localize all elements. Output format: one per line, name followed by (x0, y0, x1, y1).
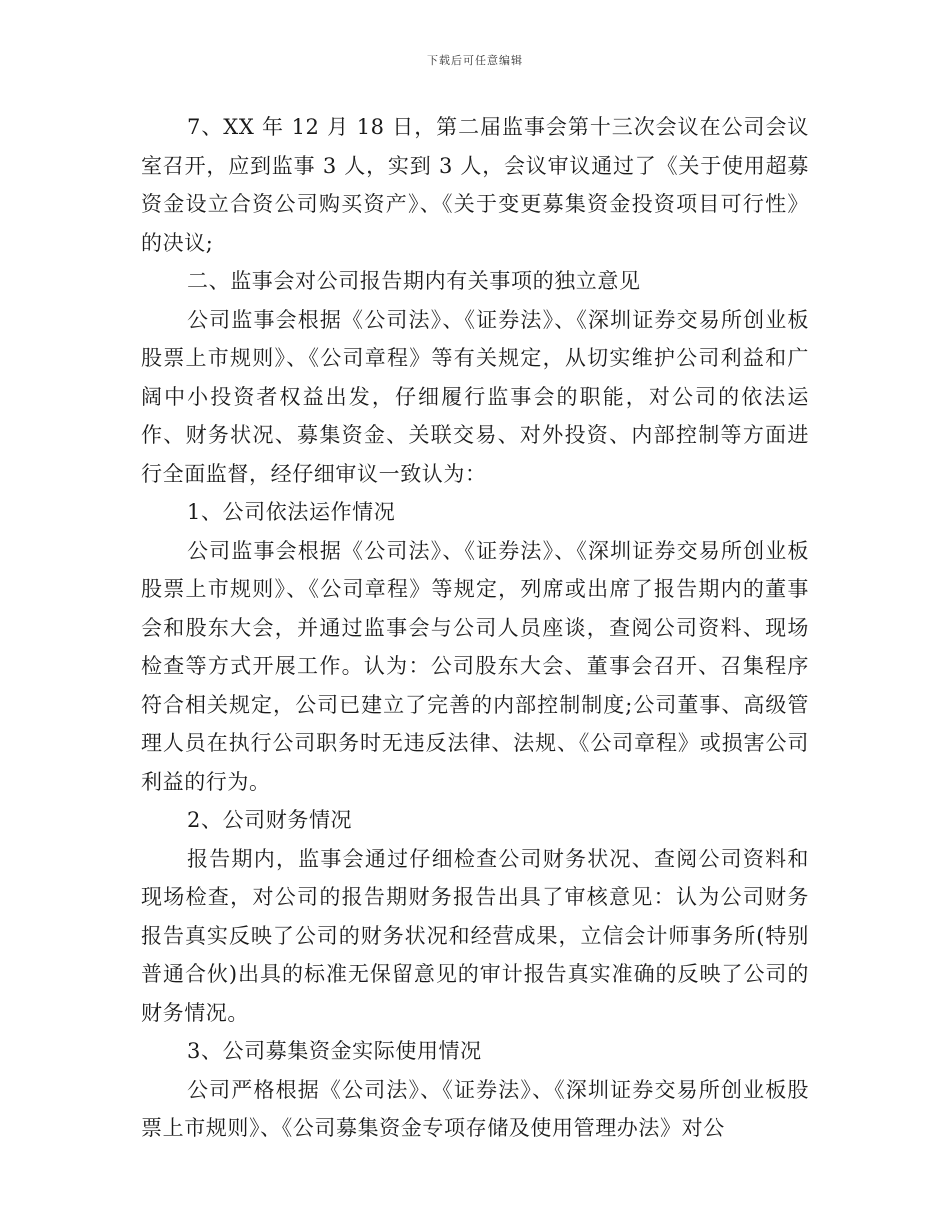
subheading-financial-status: 2、公司财务情况 (187, 808, 353, 832)
paragraph-meeting-item-7: 7、XX 年 12 月 18 日，第二届监事会第十三次会议在公司会议室召开，应到监事 3 人，实到 3 人，会议审议通过了《关于使用超募资金设立合资公司购买资产》、《关于变更募集资金投资项目可行性》的决议; (141, 115, 809, 255)
page-header: 下载后可任意编辑 (427, 54, 523, 67)
paragraph-legal-operation: 公司监事会根据《公司法》、《证券法》、《深圳证券交易所创业板股票上市规则》、《公司章程》等规定，列席或出席了报告期内的董事会和股东大会，并通过监事会与公司人员座谈，查阅公司资料、现场检查等方式开展工作。认为：公司股东大会、董事会召开、召集程序符合相关规定，公司已建立了完善的内部控制制度;公司董事、高级管理人员在执行公司职务时无违反法律、法规、《公司章程》或损害公司利益的行为。 (141, 538, 809, 794)
subheading-legal-operation: 1、公司依法运作情况 (187, 500, 396, 524)
section-heading-independent-opinion: 二、监事会对公司报告期内有关事项的独立意见 (187, 269, 641, 293)
document-body (141, 108, 809, 1148)
subheading-raised-funds-usage: 3、公司募集资金实际使用情况 (187, 1039, 482, 1063)
paragraph-supervision-overview: 公司监事会根据《公司法》、《证券法》、《深圳证券交易所创业板股票上市规则》、《公司章程》等有关规定，从切实维护公司利益和广阔中小投资者权益出发，仔细履行监事会的职能，对公司的依法运作、财务状况、募集资金、关联交易、对外投资、内部控制等方面进行全面监督，经仔细审议一致认为： (141, 307, 809, 486)
paragraph-financial-status: 报告期内，监事会通过仔细检查公司财务状况、查阅公司资料和现场检查，对公司的报告期财务报告出具了审核意见：认为公司财务报告真实反映了公司的财务状况和经营成果，立信会计师事务所(特别普通合伙)出具的标准无保留意见的审计报告真实准确的反映了公司的财务情况。 (141, 846, 809, 1025)
paragraph-raised-funds-usage: 公司严格根据《公司法》、《证券法》、《深圳证券交易所创业板股票上市规则》、《公司募集资金专项存储及使用管理办法》对公 (141, 1077, 809, 1140)
